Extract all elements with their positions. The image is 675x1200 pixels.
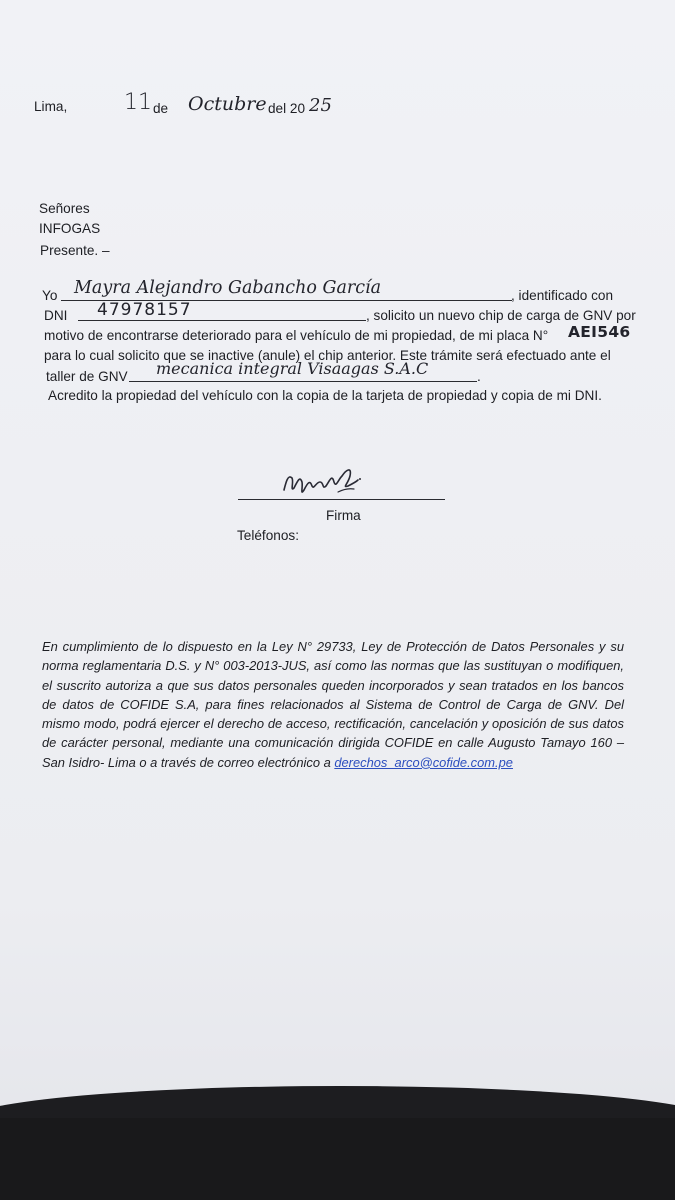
taller-period: . [477, 369, 481, 384]
acredito-text: Acredito la propiedad del vehículo con la copia de la tarjeta de propiedad y copia de mi DNI. [48, 388, 602, 403]
handwritten-plate: AEI546 [568, 323, 631, 341]
handwritten-name: Mayra Alejandro Gabancho García [74, 278, 382, 298]
signature-label: Firma [326, 508, 361, 523]
dni-label: DNI [44, 308, 68, 323]
recipient-line-1: Señores [39, 201, 90, 216]
phones-label: Teléfonos: [237, 528, 299, 543]
recipient-line-3: Presente. – [40, 243, 110, 258]
para-text: para lo cual solicito que se inactive (anule) el chip anterior. Este trámite será efectuado ante el [44, 348, 611, 363]
identificado-label: , identificado con [511, 288, 614, 303]
date-month: Octubre [188, 93, 267, 115]
signature-line [238, 499, 445, 500]
solicito-label: , solicito un nuevo chip de carga de GNV por [366, 308, 636, 323]
handwritten-dni: 47978157 [97, 300, 192, 320]
date-de-label: de [153, 101, 169, 116]
data-protection-notice [42, 637, 624, 772]
background-bottom [0, 1118, 675, 1200]
date-year-suffix: 25 [309, 95, 332, 116]
taller-label: taller de GNV [46, 369, 128, 384]
taller-underline [129, 381, 477, 382]
city-label: Lima, [34, 99, 68, 114]
date-year-prefix: del 20 [268, 101, 306, 116]
handwritten-workshop: mecanica integral Visaagas S.A.C [156, 359, 429, 378]
motivo-text: motivo de encontrarse deteriorado para el vehículo de mi propiedad, de mi placa N° [44, 328, 549, 343]
notice-text: En cumplimiento de lo dispuesto en la Ley N° 29733, Ley de Protección de Datos Personales y su norma reglamentaria D.S. y N° 003-2013-JUS, así como las normas que las sustituyan o modifiquen, el suscrito autoriza a que sus datos personales queden incorporados y sean tratados en los bancos de datos de COFIDE S.A, para fines relacionados al Sistema de Control de Carga de GNV. Del mismo modo, podrá ejercer el derecho de acceso, rectificación, cancelación y oposición de sus datos de carácter personal, mediante una comunicación dirigida COFIDE en calle Augusto Tamayo 160 – San Isidro- Lima o a través de correo electrónico a [42, 639, 624, 770]
date-day: 11 [124, 90, 152, 115]
signature-scribble [278, 452, 368, 502]
recipient-line-2: INFOGAS [39, 221, 101, 236]
yo-label: Yo [42, 288, 58, 303]
notice-email-link[interactable]: derechos_arco@cofide.com.pe [334, 754, 513, 770]
dni-underline [78, 320, 366, 321]
